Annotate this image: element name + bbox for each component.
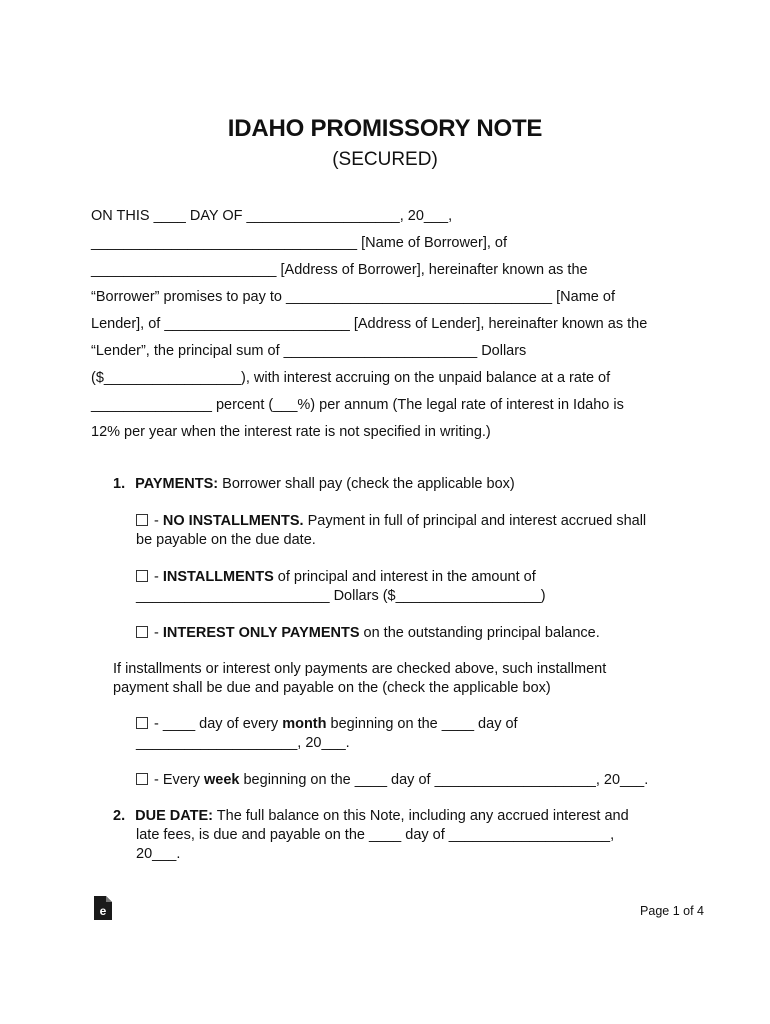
interest-only-text: on the outstanding principal balance. [359, 625, 600, 641]
interest-only-label: INTEREST ONLY PAYMENTS [162, 625, 360, 641]
weekly-checkbox[interactable] [136, 773, 148, 785]
due-date-line-3: 20___. [136, 846, 181, 862]
svg-text:e: e [99, 904, 107, 918]
intro-line-8: _______________ percent (___%) per annum (The legal rate of interest in Idaho is [91, 397, 624, 413]
installments-text: of principal and interest in the amount of [273, 569, 536, 585]
monthly-post: beginning on the ____ day of [326, 716, 518, 732]
option-dash: - [150, 513, 163, 529]
option-dash: - [150, 569, 163, 585]
option-installments [136, 568, 536, 586]
option-no-installments [136, 512, 646, 530]
monthly-pre: - ____ day of every [150, 716, 283, 732]
intro-line-1: ON THIS ____ DAY OF ___________________, 20___, [91, 208, 453, 224]
weekly-label: week [203, 772, 240, 788]
schedule-monthly-line2: ____________________, 20___. [136, 735, 350, 751]
payments-text: Borrower shall pay (check the applicable box) [218, 476, 515, 492]
intro-line-5: Lender], of _______________________ [Address of Lender], hereinafter known as the [91, 316, 648, 332]
payments-number: 1. [113, 476, 126, 492]
due-date-number: 2. [113, 808, 126, 824]
intro-line-6: “Lender”, the principal sum of ________________________ Dollars [91, 343, 527, 359]
due-date-line-1 [113, 807, 629, 825]
installments-checkbox[interactable] [136, 570, 148, 582]
no-installments-text: Payment in full of principal and interest accrued shall [303, 513, 647, 529]
schedule-monthly [136, 715, 518, 733]
intro-line-4: “Borrower” promises to pay to _________________________________ [Name of [91, 289, 615, 305]
monthly-label: month [282, 716, 327, 732]
intro-line-9: 12% per year when the interest rate is not specified in writing.) [91, 424, 491, 440]
option-no-installments-line2: be payable on the due date. [136, 532, 316, 548]
intro-line-7: ($_________________), with interest accruing on the unpaid balance at a rate of [91, 370, 611, 386]
option-interest-only [136, 624, 600, 642]
interest-only-checkbox[interactable] [136, 626, 148, 638]
installments-label: INSTALLMENTS [162, 569, 274, 585]
option-installments-line2: ________________________ Dollars ($__________________) [136, 588, 546, 604]
no-installments-checkbox[interactable] [136, 514, 148, 526]
intro-line-3: _______________________ [Address of Borrower], hereinafter known as the [91, 262, 588, 278]
schedule-weekly [136, 771, 648, 789]
weekly-pre: - Every [150, 772, 204, 788]
due-date-line-2: late fees, is due and payable on the ____ day of ____________________, [136, 827, 615, 843]
document-subtitle: (SECURED) [332, 149, 438, 170]
intro-line-2: _________________________________ [Name of Borrower], of [91, 235, 508, 251]
due-date-heading: DUE DATE: [135, 808, 213, 824]
document-title: IDAHO PROMISSORY NOTE [227, 115, 543, 142]
payment-note-line-2: payment shall be due and payable on the (check the applicable box) [113, 680, 551, 696]
document-e-icon [94, 896, 112, 920]
option-dash: - [150, 625, 163, 641]
payments-heading-line [113, 475, 515, 493]
no-installments-label: NO INSTALLMENTS. [162, 513, 304, 529]
due-date-text: The full balance on this Note, including any accrued interest and [213, 808, 629, 824]
weekly-post: beginning on the ____ day of ____________________, 20___. [239, 772, 649, 788]
payments-heading: PAYMENTS: [135, 476, 219, 492]
monthly-checkbox[interactable] [136, 717, 148, 729]
payment-note-line-1: If installments or interest only payments are checked above, such installment [113, 661, 607, 677]
page-number: Page 1 of 4 [640, 904, 704, 918]
